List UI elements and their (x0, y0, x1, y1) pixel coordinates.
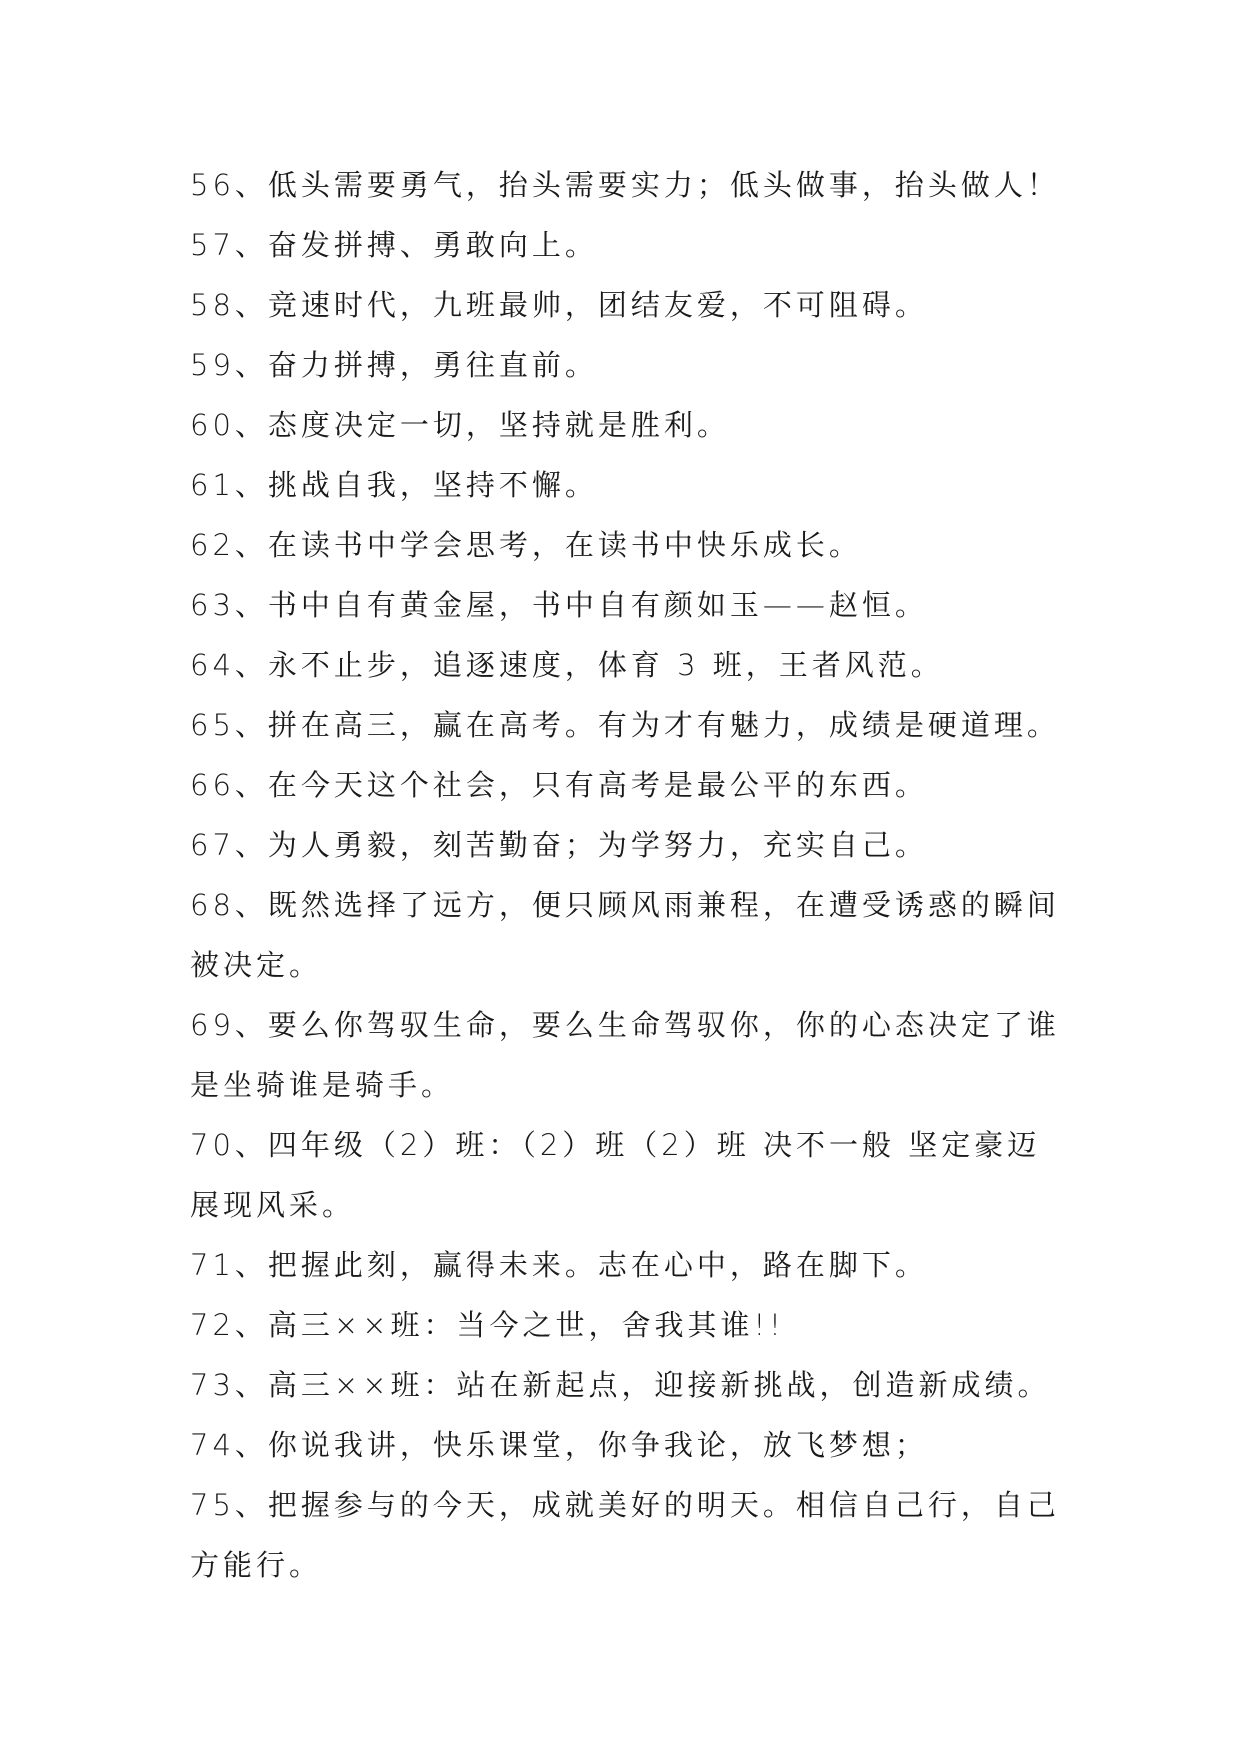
text-line: 展现风采。 (190, 1188, 356, 1222)
text-line: 67、为人勇毅，刻苦勤奋；为学努力，充实自己。 (190, 828, 928, 862)
text-line: 61、挑战自我，坚持不懈。 (190, 468, 598, 502)
text-line: 69、要么你驾驭生命，要么生命驾驭你，你的心态决定了谁 (190, 1008, 1060, 1042)
text-line: 63、书中自有黄金屋，书中自有颜如玉——赵恒。 (190, 588, 928, 622)
text-line: 65、拼在高三，赢在高考。有为才有魅力，成绩是硬道理。 (190, 708, 1060, 742)
text-line: 是坐骑谁是骑手。 (190, 1068, 455, 1102)
text-line: 58、竞速时代，九班最帅，团结友爱，不可阻碍。 (190, 288, 928, 322)
text-line: 71、把握此刻，赢得未来。志在心中，路在脚下。 (190, 1248, 928, 1282)
text-line: 73、高三××班：站在新起点，迎接新挑战，创造新成绩。 (190, 1368, 1051, 1402)
text-line: 74、你说我讲，快乐课堂，你争我论，放飞梦想； (190, 1428, 928, 1462)
text-line: 62、在读书中学会思考，在读书中快乐成长。 (190, 528, 862, 562)
document-body (190, 155, 1070, 1595)
text-line: 70、四年级（2）班：（2）班（2）班 决不一般 坚定豪迈 (190, 1128, 1041, 1162)
text-line: 75、把握参与的今天，成就美好的明天。相信自己行，自己 (190, 1488, 1060, 1522)
text-line: 方能行。 (190, 1548, 323, 1582)
text-line: 56、低头需要勇气，抬头需要实力；低头做事，抬头做人！ (190, 168, 1060, 202)
text-line: 64、永不止步，追逐速度，体育 3 班，王者风范。 (190, 648, 944, 682)
text-line: 被决定。 (190, 948, 323, 982)
text-line: 57、奋发拼搏、勇敢向上。 (190, 228, 598, 262)
text-line: 66、在今天这个社会，只有高考是最公平的东西。 (190, 768, 928, 802)
text-line: 68、既然选择了远方，便只顾风雨兼程，在遭受诱惑的瞬间 (190, 888, 1060, 922)
text-line: 59、奋力拼搏，勇往直前。 (190, 348, 598, 382)
text-line: 60、态度决定一切，坚持就是胜利。 (190, 408, 730, 442)
text-line: 72、高三××班：当今之世，舍我其谁!! (190, 1308, 785, 1342)
